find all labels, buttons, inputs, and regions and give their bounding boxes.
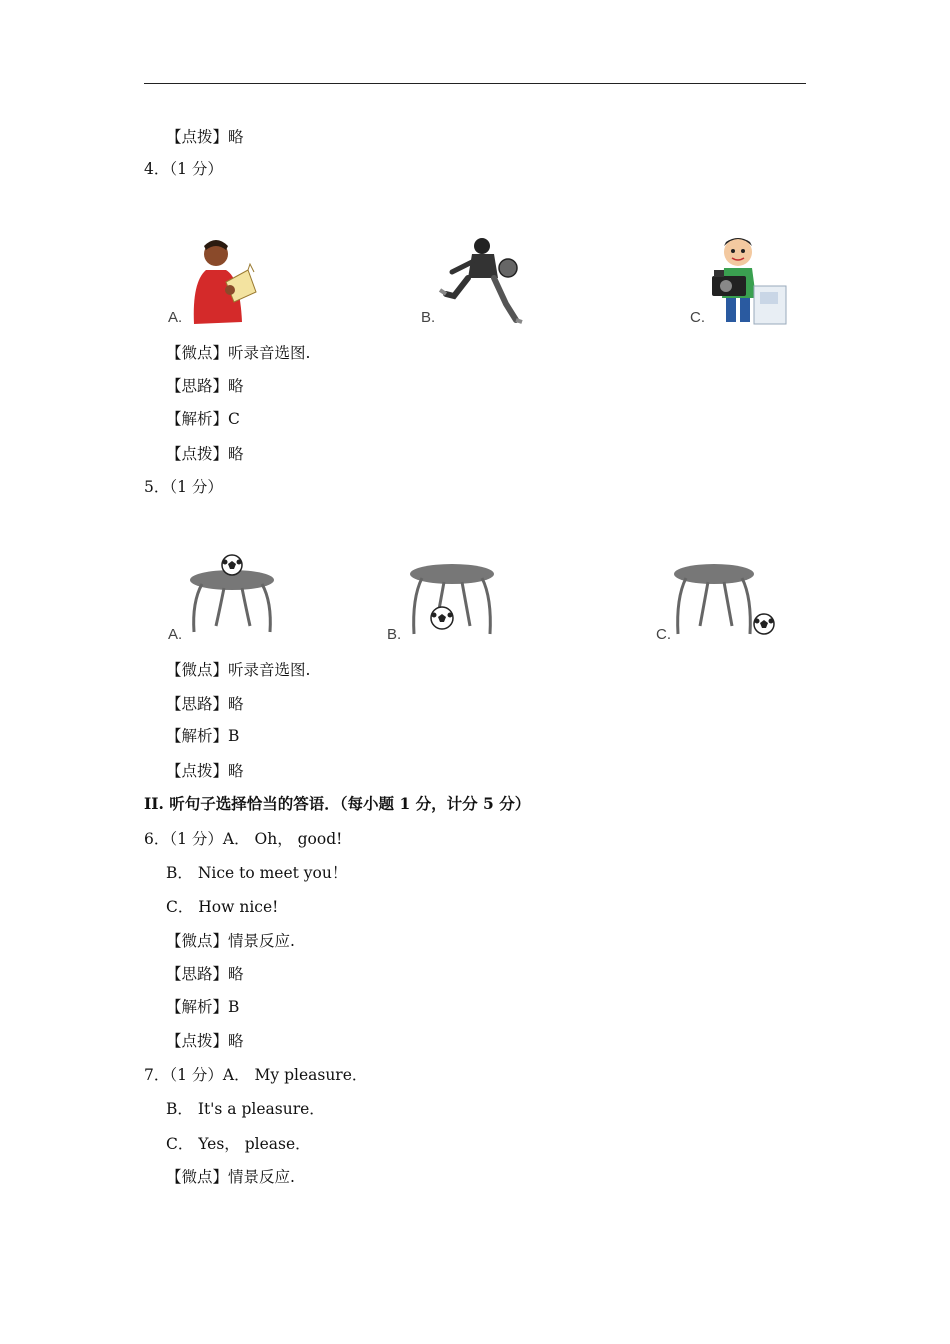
ball-on-table-icon <box>186 552 282 638</box>
ball-under-table-icon <box>404 560 500 640</box>
q7-option-c: C． Yes， please． <box>166 1135 311 1153</box>
q5-option-c <box>670 560 780 640</box>
basketball-player-icon <box>438 234 528 326</box>
q6-option-b: B． Nice to meet you！ <box>166 864 348 882</box>
header-rule <box>144 83 806 84</box>
q6-header: 6．（1 分）A． Oh， good! <box>144 830 343 848</box>
q6-dianbo: 【点拨】略 <box>166 1032 244 1050</box>
q4-weidian: 【微点】听录音选图. <box>166 344 311 362</box>
q4-header: 4．（1 分） <box>144 160 223 178</box>
q3-dianbo: 【点拨】略 <box>166 128 244 146</box>
q5-silu: 【思路】略 <box>166 695 244 713</box>
q5-jiexi: 【解析】B <box>166 727 240 745</box>
q4-option-a-label: A. <box>168 309 183 326</box>
ball-beside-table-icon <box>670 560 780 640</box>
q4-option-c-label: C. <box>690 309 705 326</box>
q5-header: 5．（1 分） <box>144 478 223 496</box>
q5-option-b-label: B. <box>387 626 402 643</box>
q4-dianbo: 【点拨】略 <box>166 445 244 463</box>
q6-weidian: 【微点】情景反应. <box>166 932 295 950</box>
q5-option-a <box>186 552 282 638</box>
q6-option-c: C． How nice! <box>166 898 279 916</box>
q5-dianbo: 【点拨】略 <box>166 762 244 780</box>
q4-option-c <box>704 234 790 326</box>
q5-option-a-label: A. <box>168 626 183 643</box>
q4-option-b <box>438 234 528 326</box>
q4-silu: 【思路】略 <box>166 377 244 395</box>
q7-header: 7．（1 分）A． My pleasure． <box>144 1066 368 1084</box>
q4-jiexi: 【解析】C <box>166 410 240 428</box>
q5-option-c-label: C. <box>656 626 671 643</box>
q6-silu: 【思路】略 <box>166 965 244 983</box>
q4-option-b-label: B. <box>421 309 436 326</box>
q7-option-b: B． It's a pleasure． <box>166 1100 325 1118</box>
section-2-title: II. 听句子选择恰当的答语．（每小题 1 分，计分 5 分） <box>144 794 531 813</box>
q6-jiexi: 【解析】B <box>166 998 240 1016</box>
q5-weidian: 【微点】听录音选图. <box>166 661 311 679</box>
q7-weidian: 【微点】情景反应. <box>166 1168 295 1186</box>
q5-option-b <box>404 560 500 640</box>
boy-with-camera-icon <box>704 234 790 326</box>
